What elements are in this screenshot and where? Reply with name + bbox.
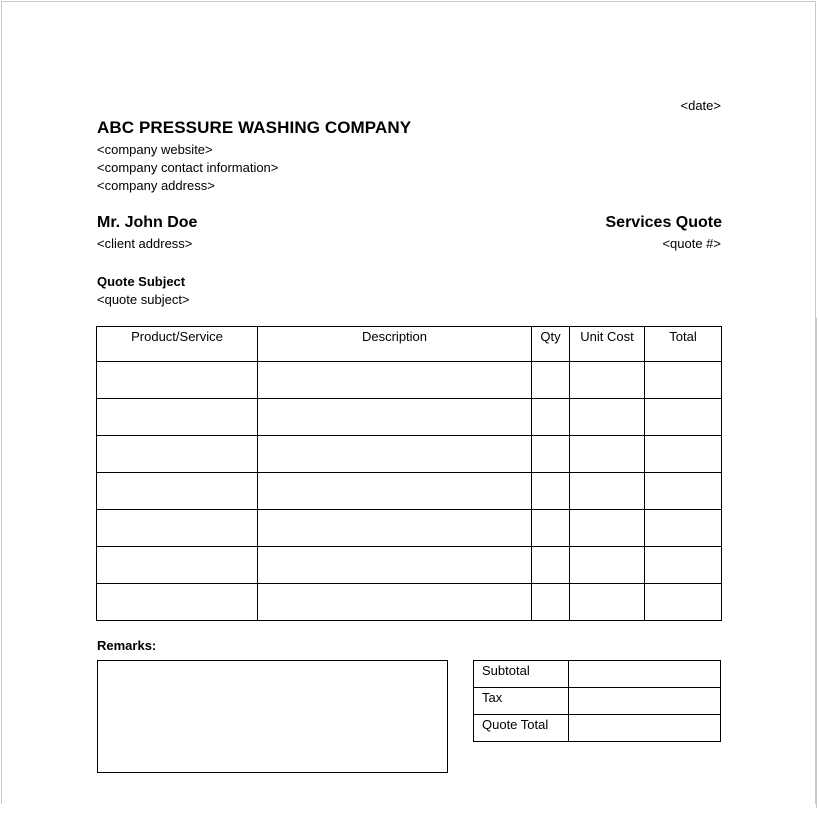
table-cell[interactable] bbox=[570, 510, 645, 547]
table-cell[interactable] bbox=[97, 436, 258, 473]
subtotal-row bbox=[474, 661, 721, 688]
items-table bbox=[96, 326, 722, 621]
remarks-label: Remarks: bbox=[97, 638, 157, 653]
table-cell[interactable] bbox=[532, 436, 570, 473]
table-cell[interactable] bbox=[645, 436, 722, 473]
table-cell[interactable] bbox=[97, 584, 258, 621]
table-cell[interactable] bbox=[570, 547, 645, 584]
table-cell[interactable] bbox=[258, 510, 532, 547]
table-cell[interactable] bbox=[645, 584, 722, 621]
table-cell[interactable] bbox=[532, 473, 570, 510]
table-cell[interactable] bbox=[532, 399, 570, 436]
quote-number: <quote #> bbox=[662, 236, 721, 251]
table-cell[interactable] bbox=[258, 473, 532, 510]
table-cell[interactable] bbox=[570, 399, 645, 436]
page-edge-marker bbox=[816, 318, 817, 808]
table-cell[interactable] bbox=[532, 547, 570, 584]
quote-total-value[interactable] bbox=[569, 715, 721, 742]
table-cell[interactable] bbox=[645, 473, 722, 510]
column-header-product-service: Product/Service bbox=[97, 327, 258, 362]
table-cell[interactable] bbox=[532, 584, 570, 621]
table-row bbox=[97, 362, 722, 399]
table-row bbox=[97, 547, 722, 584]
column-header-description: Description bbox=[258, 327, 532, 362]
table-cell[interactable] bbox=[97, 510, 258, 547]
column-header-unit-cost: Unit Cost bbox=[570, 327, 645, 362]
table-cell[interactable] bbox=[97, 362, 258, 399]
tax-row bbox=[474, 688, 721, 715]
table-cell[interactable] bbox=[645, 547, 722, 584]
table-cell[interactable] bbox=[570, 436, 645, 473]
table-cell[interactable] bbox=[570, 473, 645, 510]
table-row bbox=[97, 436, 722, 473]
table-cell[interactable] bbox=[258, 399, 532, 436]
column-header-total: Total bbox=[645, 327, 722, 362]
client-address: <client address> bbox=[97, 236, 193, 251]
items-header-row bbox=[97, 327, 722, 362]
totals-table bbox=[473, 660, 721, 742]
company-address: <company address> bbox=[97, 178, 215, 193]
table-cell[interactable] bbox=[645, 362, 722, 399]
table-cell[interactable] bbox=[258, 547, 532, 584]
table-cell[interactable] bbox=[97, 547, 258, 584]
table-cell[interactable] bbox=[97, 399, 258, 436]
table-cell[interactable] bbox=[532, 362, 570, 399]
table-cell[interactable] bbox=[645, 510, 722, 547]
quote-subject-value: <quote subject> bbox=[97, 292, 190, 307]
column-header-qty: Qty bbox=[532, 327, 570, 362]
table-cell[interactable] bbox=[97, 473, 258, 510]
tax-value[interactable] bbox=[569, 688, 721, 715]
table-cell[interactable] bbox=[645, 399, 722, 436]
quote-title: Services Quote bbox=[605, 214, 722, 231]
company-name: ABC PRESSURE WASHING COMPANY bbox=[97, 118, 412, 137]
subtotal-value[interactable] bbox=[569, 661, 721, 688]
table-row bbox=[97, 473, 722, 510]
quote-date: <date> bbox=[680, 98, 721, 113]
quote-total-row bbox=[474, 715, 721, 742]
table-cell[interactable] bbox=[570, 584, 645, 621]
subtotal-label: Subtotal bbox=[474, 661, 569, 688]
table-cell[interactable] bbox=[570, 362, 645, 399]
quote-subject-label: Quote Subject bbox=[97, 274, 186, 289]
table-row bbox=[97, 399, 722, 436]
tax-label: Tax bbox=[474, 688, 569, 715]
remarks-box[interactable] bbox=[97, 660, 448, 773]
table-cell[interactable] bbox=[258, 362, 532, 399]
company-contact: <company contact information> bbox=[97, 160, 279, 175]
table-row bbox=[97, 510, 722, 547]
quote-total-label: Quote Total bbox=[474, 715, 569, 742]
client-name: Mr. John Doe bbox=[97, 214, 198, 231]
table-cell[interactable] bbox=[532, 510, 570, 547]
table-cell[interactable] bbox=[258, 584, 532, 621]
company-website: <company website> bbox=[97, 142, 213, 157]
table-row bbox=[97, 584, 722, 621]
table-cell[interactable] bbox=[258, 436, 532, 473]
